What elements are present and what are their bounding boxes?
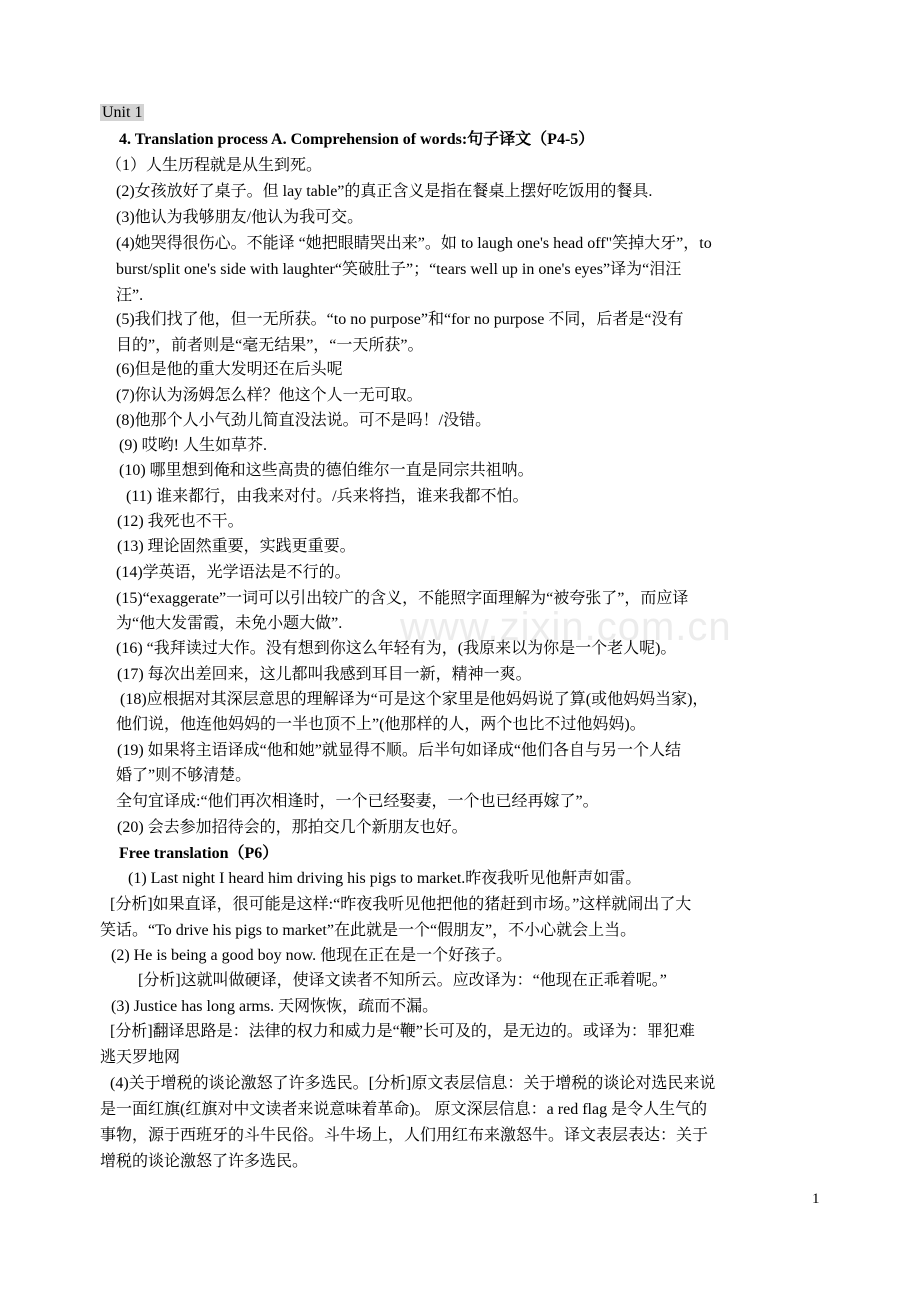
text-line: [分析]如果直译，很可能是这样:“昨夜我听见他把他的猪赶到市场。”这样就闹出了大 — [110, 896, 692, 913]
text-line: (20) 会去参加招待会的，那拍交几个新朋友也好。 — [117, 819, 468, 836]
text-line: 婚了”则不够清楚。 — [116, 767, 252, 784]
text-line: [分析]翻译思路是：法律的权力和威力是“鞭”长可及的，是无边的。或译为：罪犯难 — [110, 1023, 695, 1040]
text-line: (1) Last night I heard him driving his pigs to market.昨夜我听见他鼾声如雷。 — [128, 870, 642, 887]
text-line: (3)他认为我够朋友/他认为我可交。 — [116, 209, 364, 226]
text-line: 增税的谈论激怒了许多选民。 — [100, 1153, 309, 1170]
text-line: (15)“exaggerate”一词可以引出较广的含义，不能照字面理解为“被夸张了”，而应译 — [116, 590, 689, 607]
text-line: 为“他大发雷霞，未免小题大做”. — [116, 615, 343, 632]
text-line: (2)女孩放好了桌子。但 lay table”的真正含义是指在餐桌上摆好吃饭用的餐具. — [116, 183, 653, 200]
text-line: 事物，源于西班牙的斗牛民俗。斗牛场上，人们用红布来激怒牛。译文表层表达：关于 — [100, 1127, 709, 1144]
text-line: （1）人生历程就是从生到死。 — [106, 157, 323, 174]
text-line: (10) 哪里想到俺和这些高贵的德伯维尔一直是同宗共祖呐。 — [119, 462, 534, 479]
text-line: (4)她哭得很伤心。不能译 “她把眼睛哭出来”。如 to laugh one's head off"笑掉大牙”，to — [116, 235, 712, 252]
text-line: (19) 如果将主语译成“他和她”就显得不顺。后半句如译成“他们各自与另一个人结 — [117, 742, 681, 759]
text-line: [分析]这就叫做硬译，使译文读者不知所云。应改译为：“他现在正乖着呢。” — [138, 972, 667, 989]
text-line: (9) 哎哟! 人生如草芥. — [119, 437, 267, 454]
text-line: (8)他那个人小气劲儿简直没法说。可不是吗！/没错。 — [116, 412, 492, 429]
unit-label: Unit 1 — [102, 104, 143, 121]
text-line: (3) Justice has long arms. 天网恢恢，疏而不漏。 — [111, 998, 439, 1015]
text-line: (18)应根据对其深层意思的理解译为“可是这个家里是他妈妈说了算(或他妈妈当家)， — [120, 691, 709, 708]
text-line: 是一面红旗(红旗对中文读者来说意味着革命)。 原文深层信息：a red flag 是令人生气的 — [100, 1101, 708, 1118]
text-line: (2) He is being a good boy now. 他现在正在是一个好孩子。 — [111, 947, 513, 964]
text-line: (5)我们找了他，但一无所获。“to no purpose”和“for no purpose 不同，后者是“没有 — [116, 311, 684, 328]
text-line: 汪”. — [116, 287, 144, 304]
text-line: burst/split one's side with laughter“笑破肚子”；“tears well up in one's eyes”译为“泪汪 — [116, 261, 682, 278]
section-heading: 4. Translation process A. Comprehension of words:句子译文（P4-5） — [119, 131, 595, 148]
text-line: 目的”，前者则是“毫无结果”，“一天所获”。 — [116, 337, 424, 354]
watermark: www.zixin.com.cn — [400, 605, 732, 649]
text-line: (7)你认为汤姆怎么样？他这个人一无可取。 — [116, 387, 423, 404]
text-line: (14)学英语，光学语法是不行的。 — [116, 564, 351, 581]
text-line: (4)关于增税的谈论激怒了许多选民。[分析]原文表层信息：关于增税的谈论对选民来说 — [110, 1075, 716, 1092]
text-line: (16) “我拜读过大作。没有想到你这么年轻有为，(我原来以为你是一个老人呢)。 — [116, 640, 677, 657]
text-line: 全句宜译成:“他们再次相逢时，一个已经娶妻，一个也已经再嫁了”。 — [116, 793, 599, 810]
text-line: 笑话。“To drive his pigs to market”在此就是一个“假朋友”，不小心就会上当。 — [100, 922, 637, 939]
page-number: 1 — [812, 1191, 820, 1207]
text-line: (11) 谁来都行，由我来对付。/兵来将挡，谁来我都不怕。 — [126, 488, 529, 505]
text-line: 逃天罗地网 — [100, 1049, 181, 1066]
text-line: (17) 每次出差回来，这儿都叫我感到耳目一新，精神一爽。 — [117, 666, 532, 683]
text-line: 他们说，他连他妈妈的一半也顶不上”(他那样的人，两个也比不过他妈妈)。 — [116, 716, 646, 733]
text-line: (12) 我死也不干。 — [117, 513, 244, 530]
text-line: (13) 理论固然重要，实践更重要。 — [117, 538, 356, 555]
subsection-heading: Free translation（P6） — [119, 845, 279, 862]
text-line: (6)但是他的重大发明还在后头呢 — [116, 361, 343, 378]
